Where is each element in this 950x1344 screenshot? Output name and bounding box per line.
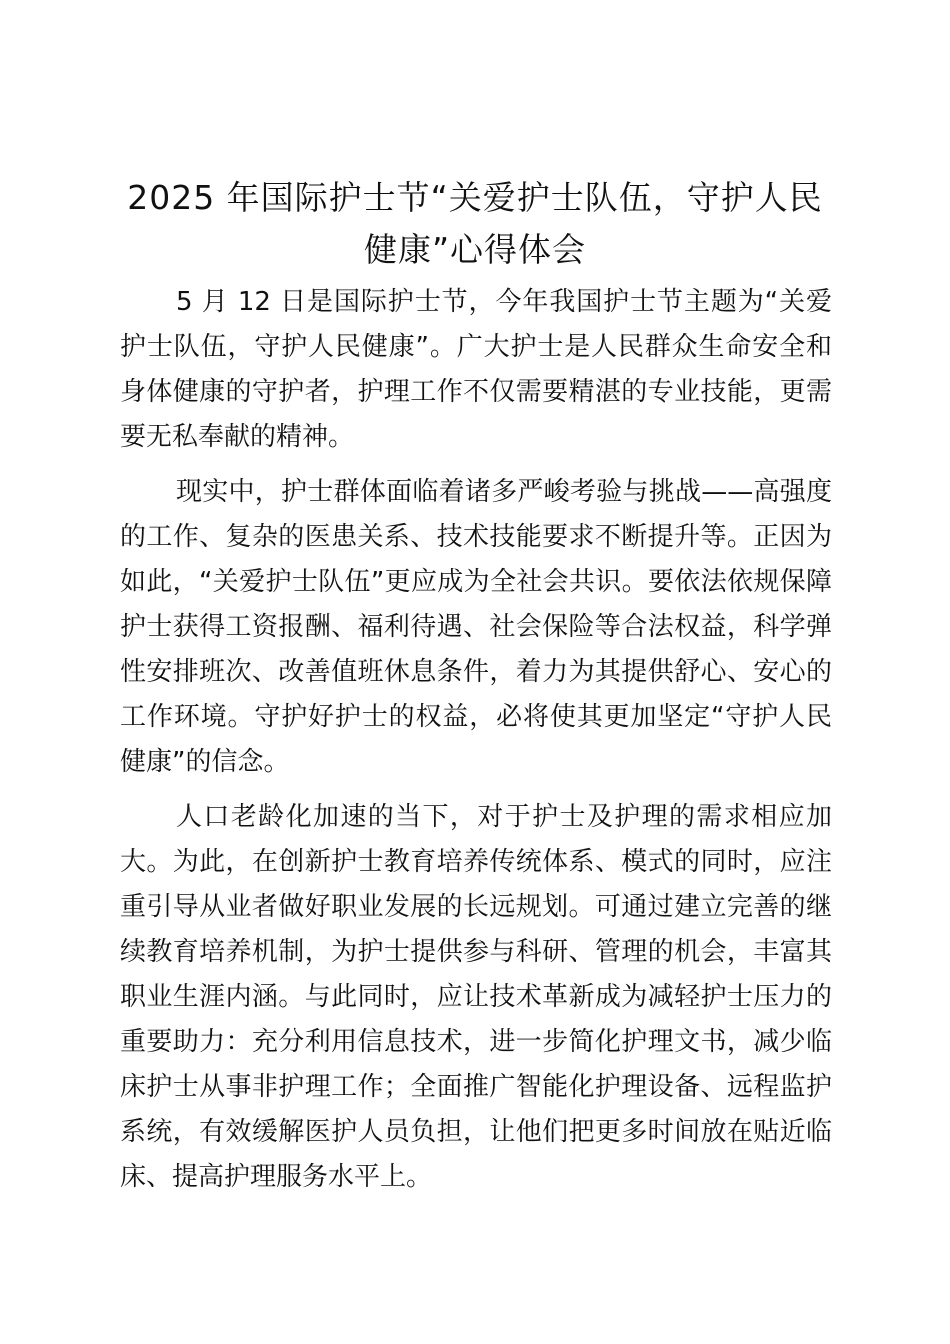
paragraph-3: 人口老龄化加速的当下，对于护士及护理的需求相应加大。为此，在创新护士教育培养传统体系、模式的同时，应注重引导从业者做好职业发展的长远规划。可通过建立完善的继续教育培养机制，为护士提供参与科研、管理的机会，丰富其职业生涯内涵。与此同时，应让技术革新成为减轻护士压力的重要助力：充分利用信息技术，进一步简化护理文书，减少临床护士从事非护理工作；全面推广智能化护理设备、远程监护系统，有效缓解医护人员负担，让他们把更多时间放在贴近临床、提高护理服务水平上。 — [120, 802, 832, 1192]
paragraph-1: 5 月 12 日是国际护士节，今年我国护士节主题为“关爱护士队伍，守护人民健康”。广大护士是人民群众生命安全和身体健康的守护者，护理工作不仅需要精湛的专业技能，更需要无私奉献的精神。 — [120, 287, 832, 452]
paragraph-2: 现实中，护士群体面临着诸多严峻考验与挑战——高强度的工作、复杂的医患关系、技术技能要求不断提升等。正因为如此，“关爱护士队伍”更应成为全社会共识。要依法依规保障护士获得工资报酬、福利待遇、社会保险等合法权益，科学弹性安排班次、改善值班休息条件，着力为其提供舒心、安心的工作环境。守护好护士的权益，必将使其更加坚定“守护人民健康”的信念。 — [120, 477, 832, 777]
document-body — [120, 280, 832, 1210]
document-title: 2025 年国际护士节“关爱护士队伍，守护人民健康”心得体会 — [127, 178, 823, 269]
